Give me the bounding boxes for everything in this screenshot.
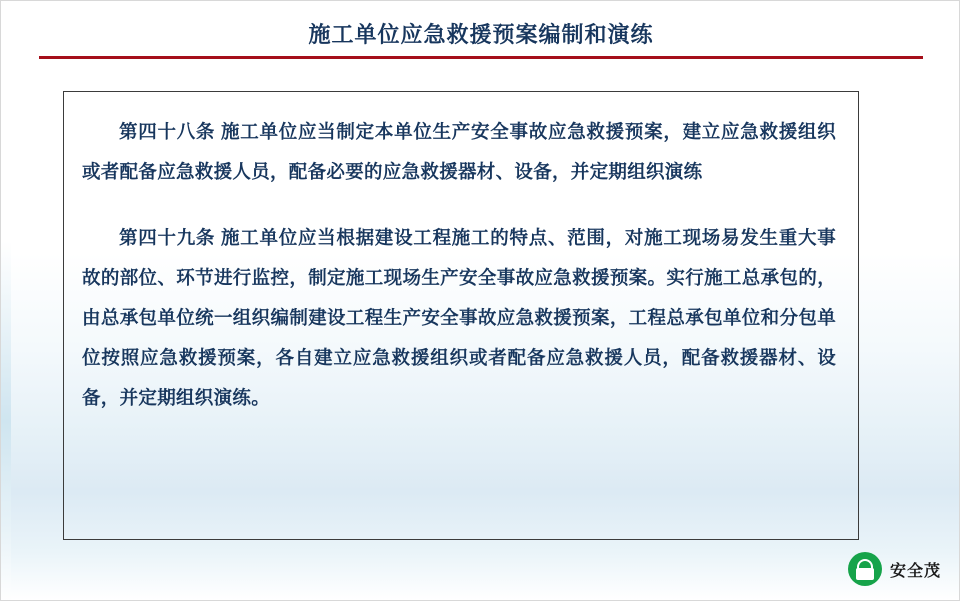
title-divider <box>39 56 923 59</box>
left-accent-strip <box>1 1 11 601</box>
content-text-box <box>63 91 859 540</box>
watermark <box>848 552 941 586</box>
safety-helmet-icon <box>848 552 882 586</box>
body-paragraph-1: 第四十八条 施工单位应当制定本单位生产安全事故应急救援预案，建立应急救援组织或者配备应急救援人员，配备必要的应急救援器材、设备，并定期组织演练 <box>82 121 836 182</box>
body-paragraph-2: 第四十九条 施工单位应当根据建设工程施工的特点、范围，对施工现场易发生重大事故的部位、环节进行监控，制定施工现场生产安全事故应急救援预案。实行施工总承包的，由总承包单位统一组织编制建设工程生产安全事故应急救援预案，工程总承包单位和分包单位按照应急救援预案，各自建立应急救援组织或者配备应急救援人员，配备救援器材、设备，并定期组织演练。 <box>82 227 836 408</box>
slide-title-container <box>1 21 960 49</box>
watermark-label: 安全茂 <box>889 562 941 580</box>
page-title: 施工单位应急救援预案编制和演练 <box>308 22 654 47</box>
